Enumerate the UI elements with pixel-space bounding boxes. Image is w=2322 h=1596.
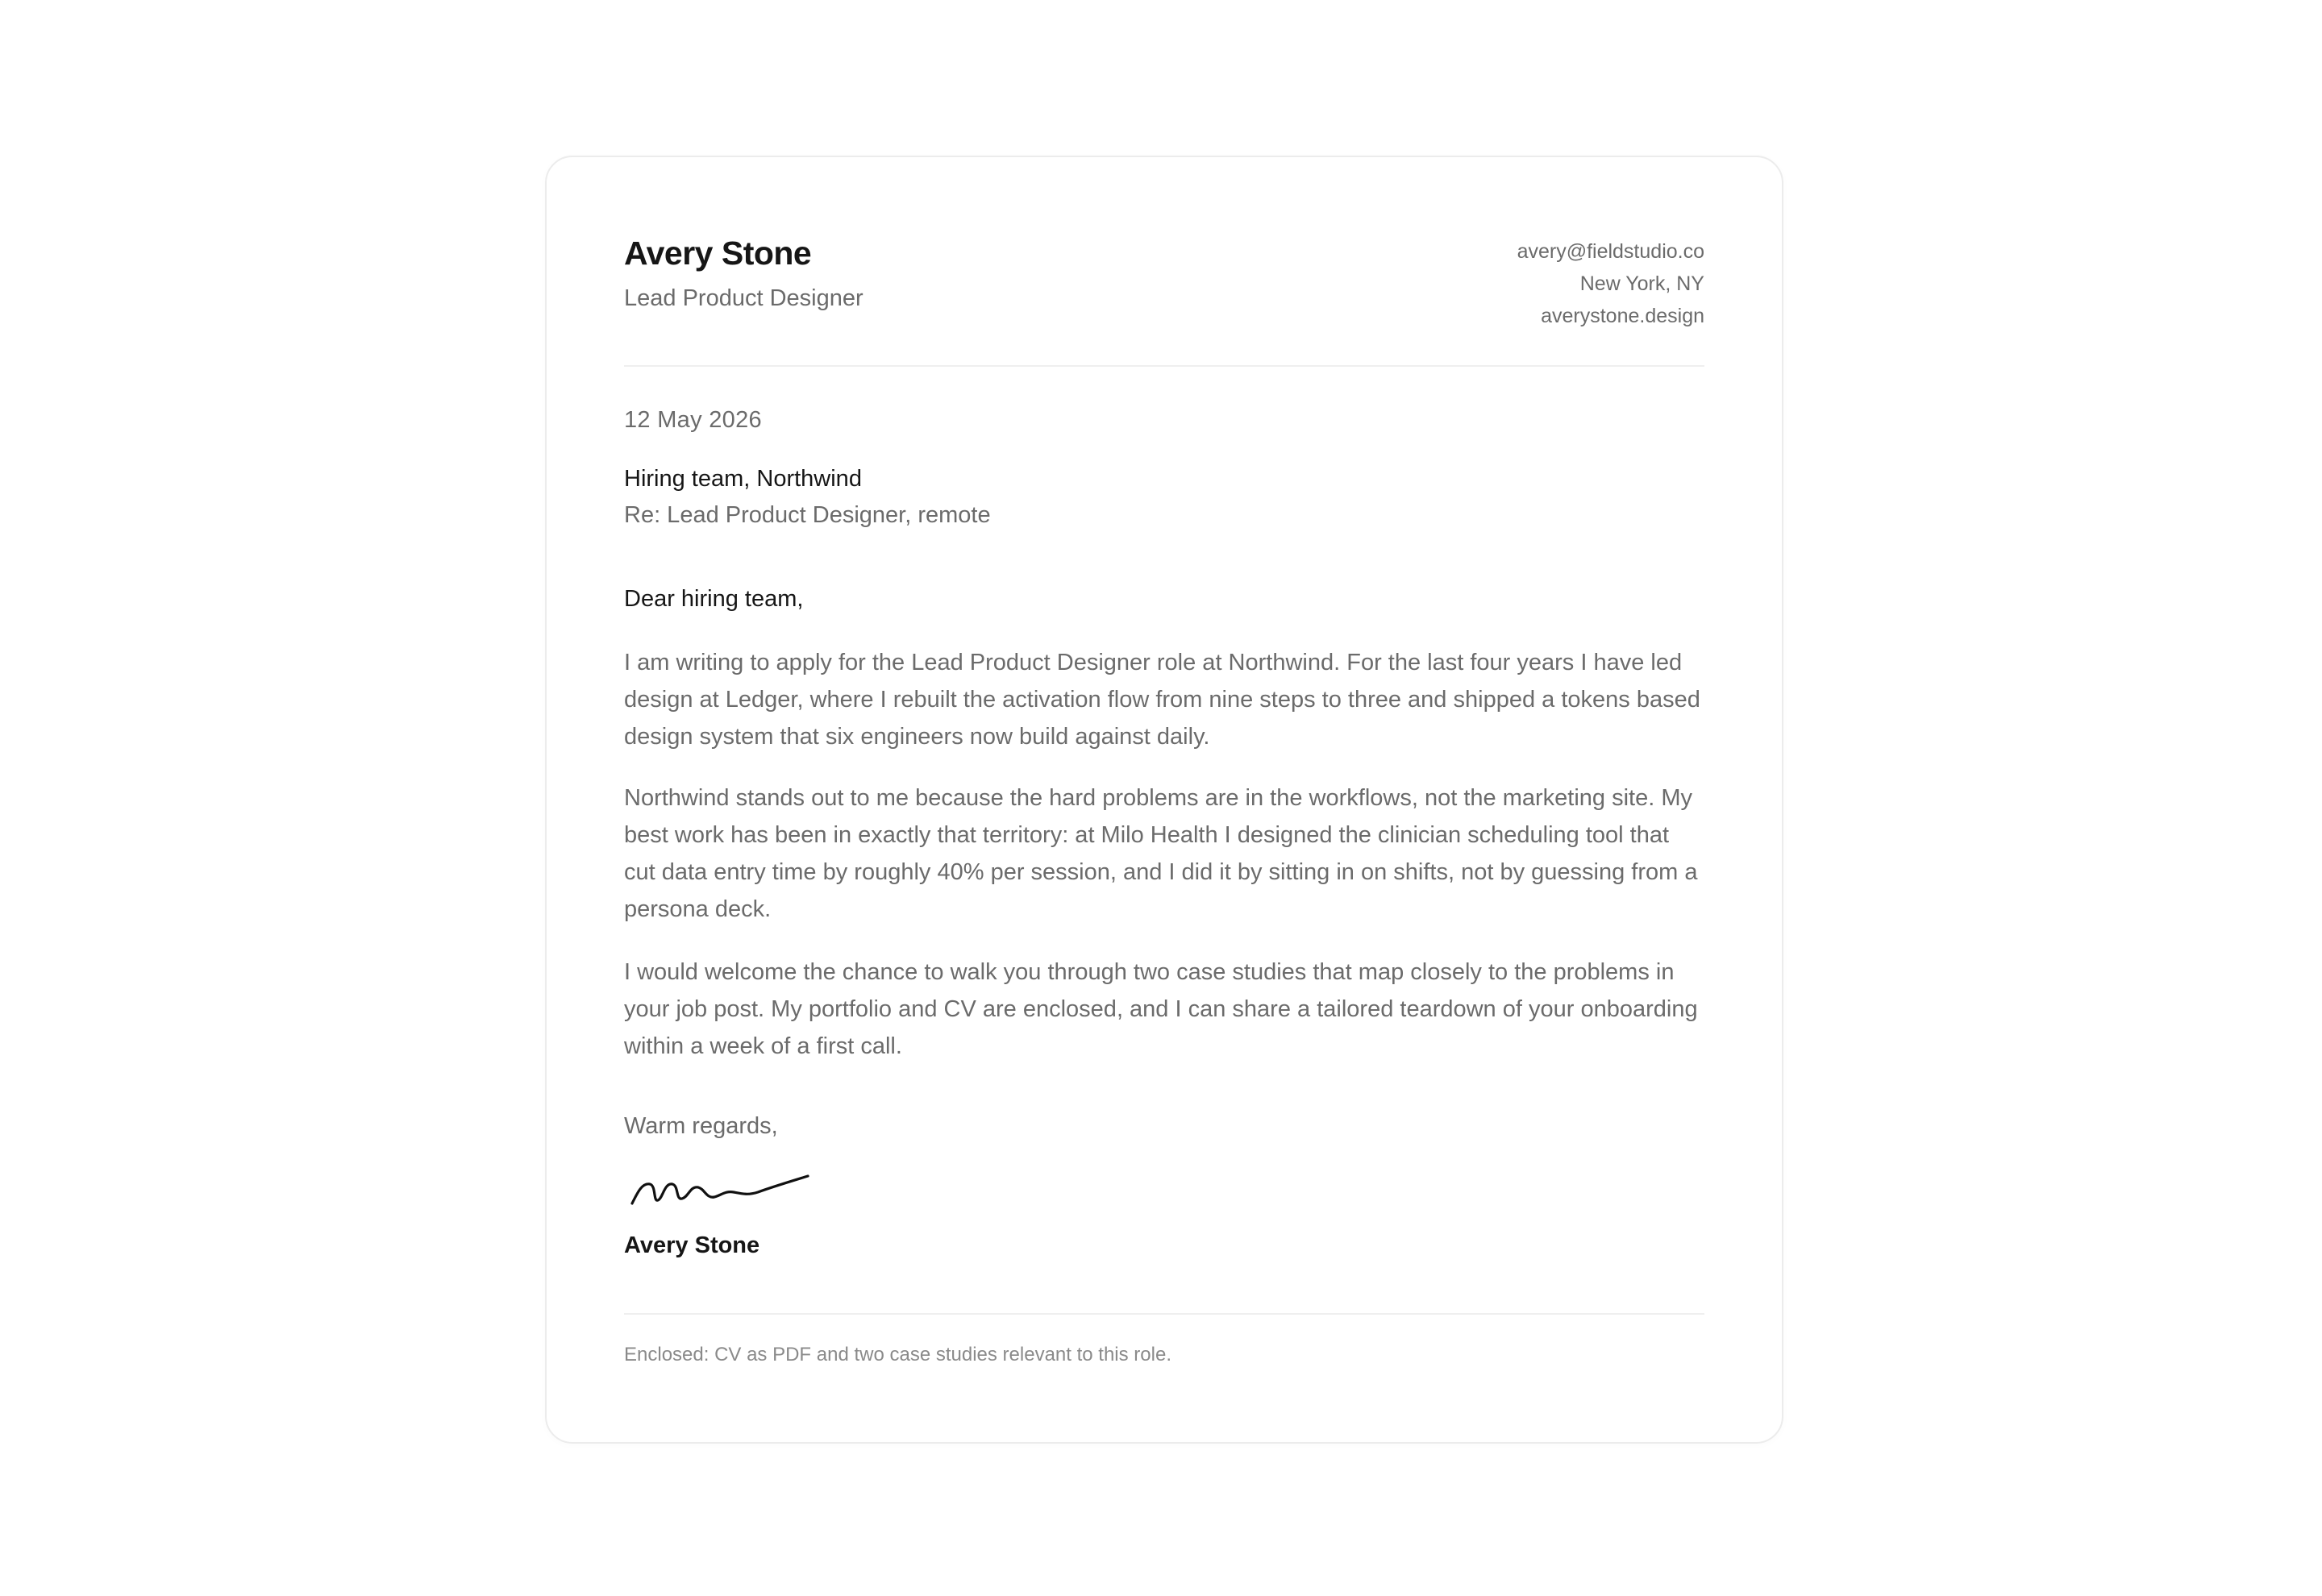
contact-website[interactable]: averystone.design xyxy=(1541,305,1704,327)
body-paragraph-1: I am writing to apply for the Lead Product Designer role at Northwind. For the last four years I have led design at Ledger, where I rebuilt the activation flow from nine steps to three and shipped a tokens based design system that six engineers now build against daily. xyxy=(624,650,1700,750)
enclosure-note: Enclosed: CV as PDF and two case studies relevant to this role. xyxy=(624,1344,1171,1365)
signer-name: Avery Stone xyxy=(624,1232,760,1258)
handwritten-signature xyxy=(629,1168,814,1213)
cover-letter-card xyxy=(545,156,1783,1444)
contact-location: New York, NY xyxy=(1579,272,1704,295)
letter-body xyxy=(624,157,1704,1442)
footer-divider xyxy=(624,1313,1704,1315)
closing-line: Warm regards, xyxy=(624,1113,778,1139)
contact-email[interactable]: avery@fieldstudio.co xyxy=(1517,240,1704,263)
salutation: Dear hiring team, xyxy=(624,586,804,612)
subject-line: Re: Lead Product Designer, remote xyxy=(624,502,991,528)
sender-title: Lead Product Designer xyxy=(624,285,863,311)
letter-date: 12 May 2026 xyxy=(624,407,762,433)
body-paragraph-3: I would welcome the chance to walk you through two case studies that map closely to the problems in your job post. My portfolio and CV are enclosed, and I can share a tailored teardown of your onboarding within a week of a first call. xyxy=(624,959,1698,1059)
sender-name: Avery Stone xyxy=(624,235,812,272)
recipient-line: Hiring team, Northwind xyxy=(624,466,862,492)
contact-block xyxy=(1517,235,1704,332)
body-paragraph-2: Northwind stands out to me because the hard problems are in the workflows, not the marketing site. My best work has been in exactly that territory: at Milo Health I designed the clinician scheduling tool that cut data entry time by roughly 40% per session, and I did it by sitting in on shifts, not by guessing from a persona deck. xyxy=(624,785,1698,922)
header-divider xyxy=(624,365,1704,367)
